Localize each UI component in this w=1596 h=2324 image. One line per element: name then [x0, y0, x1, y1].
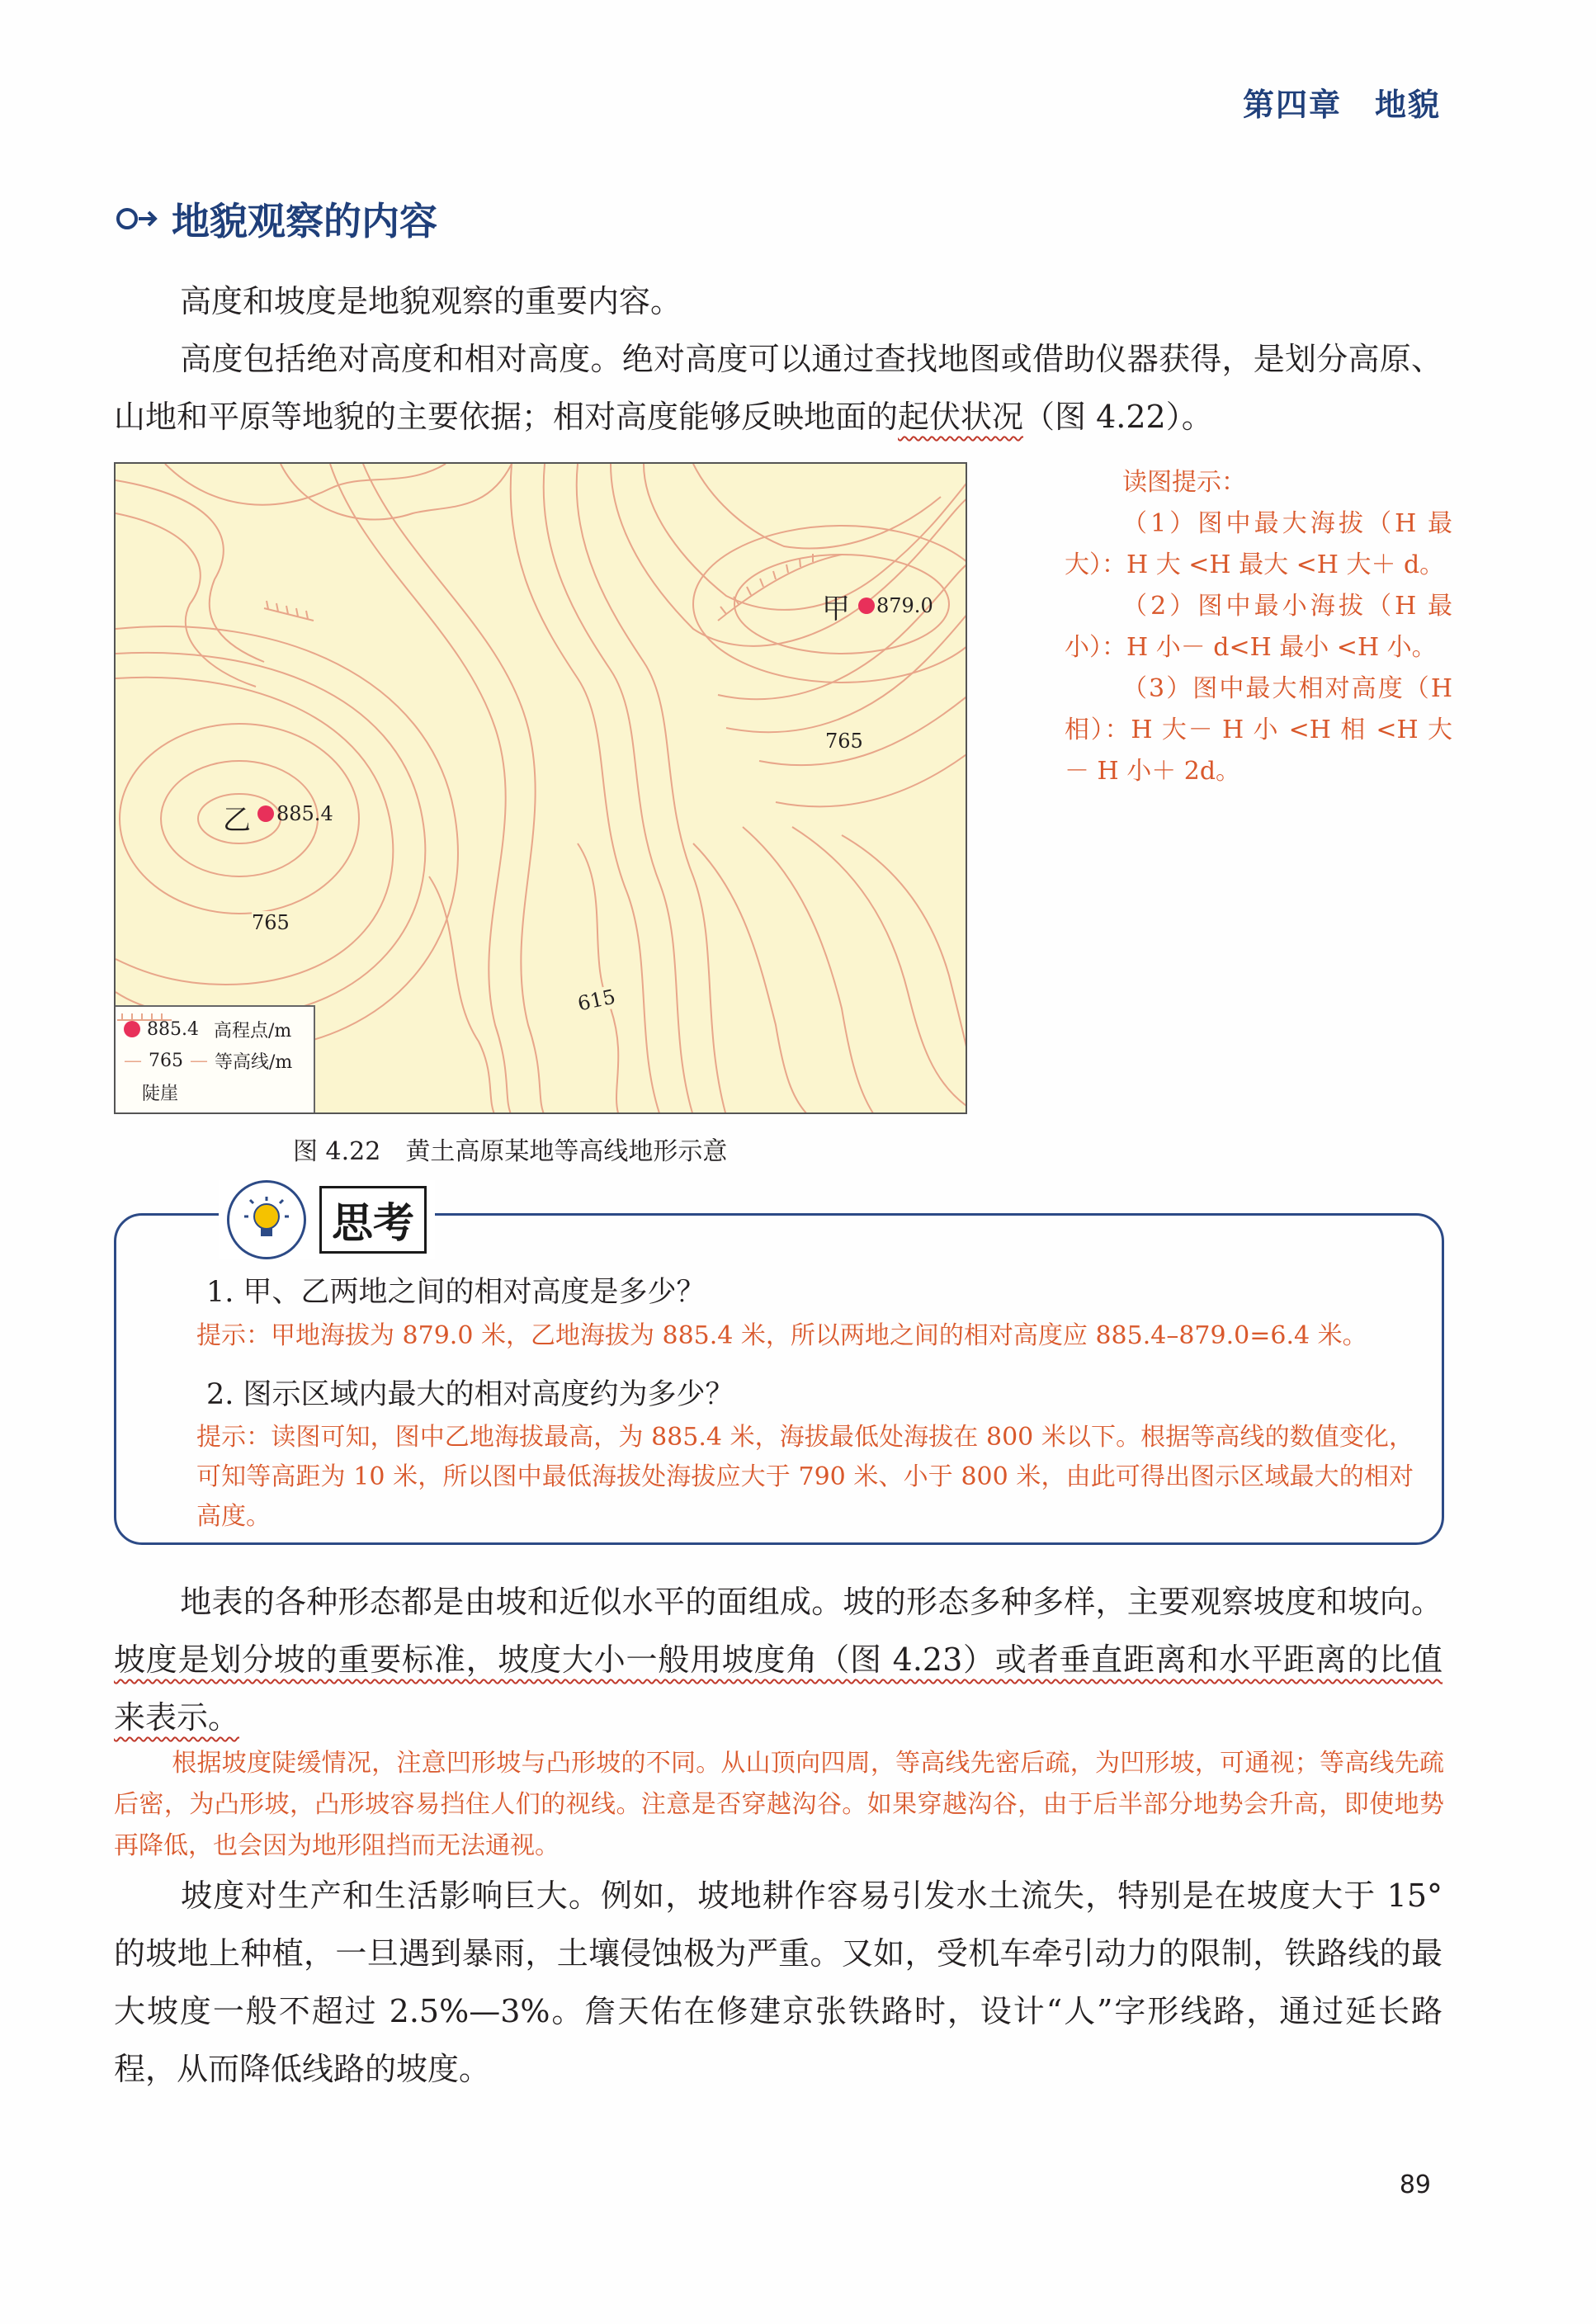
cliff-symbol-icon: [116, 1007, 173, 1023]
hints-title: 读图提示：: [1122, 468, 1246, 497]
think-label: 思考: [319, 1186, 427, 1254]
answer-hint-1: 提示：甲地海拔为 879.0 米，乙地海拔为 885.4 米，所以两地之间的相对高度应 885.4–879.0=6.4 米。: [196, 1321, 1367, 1350]
section-arrow-icon: [114, 202, 160, 235]
point-jia-label: 甲: [822, 593, 850, 626]
question-1: 1. 甲、乙两地之间的相对高度是多少？: [206, 1276, 706, 1309]
elevation-dot-icon: [124, 1021, 140, 1037]
contour-line-icon: —: [124, 1050, 142, 1071]
contour-map: [114, 462, 967, 1114]
underlined-definition: 坡度是划分坡的重要标准，坡度大小一般用坡度角（图 4.23）或者垂直距离和水平距离的比值来表示。: [114, 1641, 1443, 1736]
lightbulb-icon: [227, 1180, 306, 1259]
point-yi-elevation: 885.4: [276, 802, 333, 825]
contour-label: 765: [252, 911, 290, 934]
think-header: [219, 1180, 435, 1259]
paragraph-2: 高度包括绝对高度和相对高度。绝对高度可以通过查找地图或借助仪器获得，是划分高原、山地和平原等地貌的主要依据；相对高度能够反映地面的起伏状况（图 4.22）。: [114, 341, 1443, 435]
reading-hints: [1065, 462, 1452, 792]
hint-2: （2）图中最小海拔（H 最小）：H 小－ d<H 最小 <H 小。: [1065, 592, 1452, 662]
figure-caption: 图 4.22 黄土高原某地等高线地形示意: [293, 1137, 728, 1166]
paragraph-1: 高度和坡度是地貌观察的重要内容。: [180, 283, 682, 319]
hint-1: （1）图中最大海拔（H 最大）：H 大 <H 最大 <H 大＋ d。: [1065, 509, 1452, 579]
contour-label: 765: [825, 730, 863, 753]
answer-hint-2: 提示：读图可知，图中乙地海拔最高，为 885.4 米，海拔最低处海拔在 800 米以下。根据等高线的数值变化，可知等高距为 10 米，所以图中最低海拔处海拔应大于 790 米、小于 800 米，由此可得出图示区域最大的相对高度。: [196, 1423, 1414, 1531]
underlined-term: 起伏状况: [898, 399, 1024, 435]
question-2: 2. 图示区域内最大的相对高度约为多少？: [206, 1378, 734, 1411]
section-title: [114, 191, 437, 246]
point-jia-elevation: 879.0: [876, 594, 933, 617]
map-legend: [116, 1005, 315, 1112]
legend-elevation-point: 885.4 高程点/m: [124, 1013, 305, 1045]
paragraph-4: 坡度对生产和生活影响巨大。例如，坡地耕作容易引发水土流失，特别是在坡度大于 15° 的坡地上种植，一旦遇到暴雨，土壤侵蚀极为严重。又如，受机车牵引动力的限制，铁路线的最大坡度一般不超过 2.5%—3%。詹天佑在修建京张铁路时，设计“人”字形线路，通过延长路程，从而降低线路的坡度。: [114, 1878, 1443, 2087]
point-yi-dot: [257, 805, 274, 822]
paragraph-3: 地表的各种形态都是由坡和近似水平的面组成。坡的形态多种多样，主要观察坡度和坡向。坡度是划分坡的重要标准，坡度大小一般用坡度角（图 4.23）或者垂直距离和水平距离的比值来表示。: [114, 1584, 1443, 1736]
legend-contour-line: — 765 — 等高线/m: [124, 1050, 293, 1073]
section-title-text: 地貌观察的内容: [172, 199, 437, 243]
contour-label: 615: [575, 985, 618, 1016]
hint-3: （3）图中最大相对高度（H 相）：H 大－ H 小 <H 相 <H 大－ H 小＋ 2d。: [1065, 674, 1452, 786]
chapter-header: 第四章 地貌: [1242, 87, 1441, 123]
page-number: 89: [1399, 2170, 1431, 2199]
point-jia-dot: [858, 598, 875, 614]
point-yi-label: 乙: [223, 804, 251, 837]
legend-cliff: 陡崖: [124, 1076, 305, 1108]
contour-line-icon: —: [190, 1050, 208, 1071]
slope-note: 根据坡度陡缓情况，注意凹形坡与凸形坡的不同。从山顶向四周，等高线先密后疏，为凹形坡，可通视；等高线先疏后密，为凸形坡，凸形坡容易挡住人们的视线。注意是否穿越沟谷。如果穿越沟谷，由于后半部分地势会升高，即使地势再降低，也会因为地形阻挡而无法通视。: [114, 1749, 1444, 1860]
